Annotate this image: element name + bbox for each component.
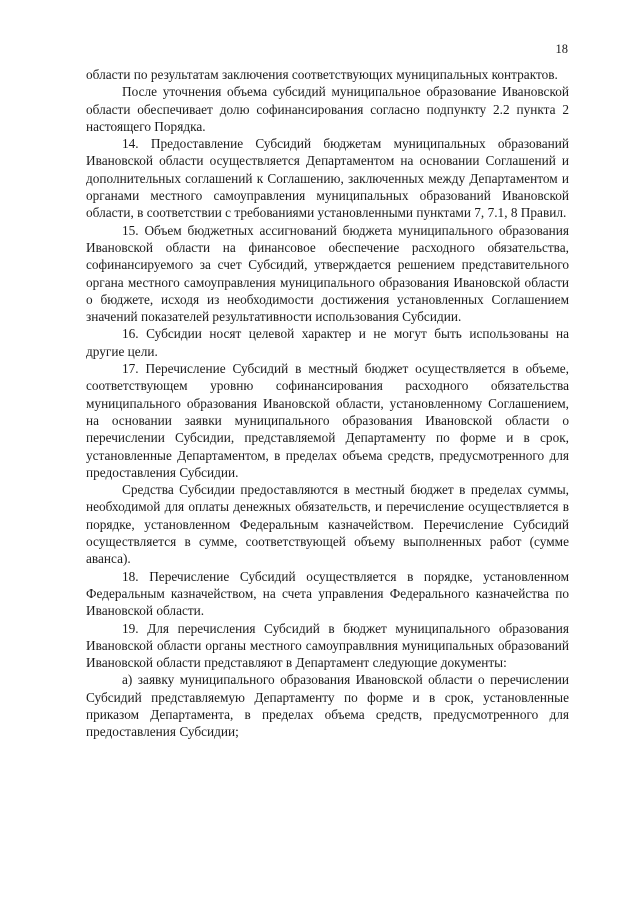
paragraph-19-a: а) заявку муниципального образования Ивановской области о перечислении Субсидий представляемую Департаменту по форме и в срок, установленные приказом Департамента, в пределах объема средств, предусмотренного для предоставления Субсидии; — [86, 672, 569, 740]
paragraph-18: 18. Перечисление Субсидий осуществляется в порядке, установленном Федеральным казначейством, на счета управления Федерального казначейства по Ивановской области. — [86, 568, 569, 619]
paragraph-15: 15. Объем бюджетных ассигнований бюджета муниципального образования Ивановской области на финансовое обеспечение расходного обязательства, софинансируемого за счет Субсидий, утверждается решением представительного органа местного самоуправления муниципального образования Ивановской области о бюджете, исходя из необходимости достижения установленных Соглашением значений показателей результативности использования Субсидии. — [86, 222, 569, 325]
paragraph-19: 19. Для перечисления Субсидий в бюджет муниципального образования Ивановской области органы местного самоуправлвния муниципальных образований Ивановской области представляют в Департамент следующие документы: — [86, 620, 569, 671]
paragraph-17-cont: Средства Субсидии предоставляются в местный бюджет в пределах суммы, необходимой для оплаты денежных обязательств, и перечисление осуществляется в порядке, установленном Федеральным казначейством. Перечисление Субсидий осуществляется в сумме, соответствующей объему выполненных работ (сумме аванса). — [86, 482, 569, 567]
document-body — [86, 66, 569, 741]
page-number: 18 — [555, 42, 568, 56]
paragraph-14: 14. Предоставление Субсидий бюджетам муниципальных образований Ивановской области осуществляется Департаментом на основании Соглашений и дополнительных соглашений к Соглашению, заключенных между Департаментом и органами местного самоуправления муниципальных образований Ивановской области, в соответствии с требованиями установленными пунктами 7, 7.1, 8 Правил. — [86, 136, 569, 221]
paragraph-continuation: области по результатам заключения соответствующих муниципальных контрактов. — [86, 67, 558, 82]
paragraph-17: 17. Перечисление Субсидий в местный бюджет осуществляется в объеме, соответствующем уровню софинансирования расходного обязательства муниципального образования Ивановской области, установленному Соглашением, на основании заявки муниципального образования Ивановской области о перечислении Субсидии, представляемой Департаменту по форме и в срок, установленные Департаментом, в пределах объема средств, предусмотренного для предоставления Субсидии. — [86, 361, 569, 480]
paragraph-16: 16. Субсидии носят целевой характер и не могут быть использованы на другие цели. — [86, 326, 569, 359]
paragraph-13-cont: После уточнения объема субсидий муниципальное образование Ивановской области обеспечивает долю софинансирования согласно подпункту 2.2 пункта 2 настоящего Порядка. — [86, 84, 569, 134]
